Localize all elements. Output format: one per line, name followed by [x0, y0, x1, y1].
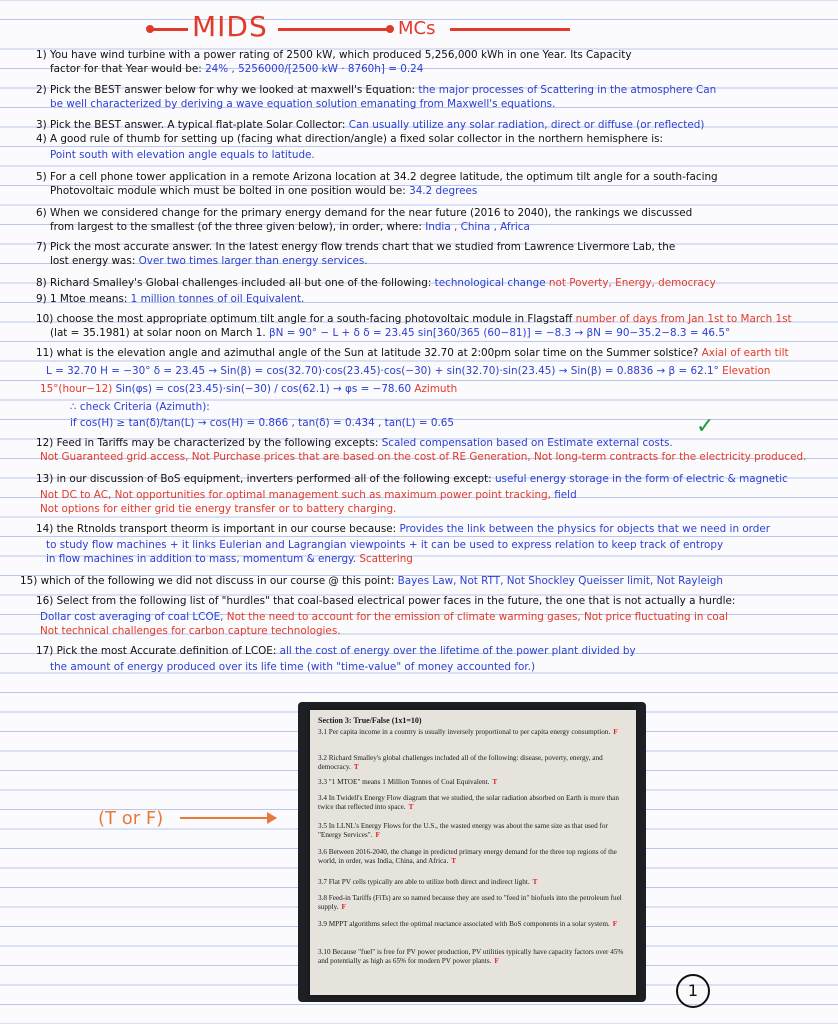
answer-text: the major processes of Scattering in the atmosphere Can: [418, 84, 717, 96]
note-line: [0, 170, 804, 184]
tf-item-answer: T: [532, 878, 538, 886]
answer-text: the amount of energy produced over its life time (with "time-value" of money accounted for.): [50, 661, 536, 673]
checkmark-icon: ✓: [696, 414, 715, 439]
note-line: [0, 538, 814, 552]
answer-text: Sin(φs) = cos(23.45)·sin(−30) / cos(62.1) → φs = −78.60: [112, 383, 412, 395]
question-text: 3) Pick the BEST answer. A typical flat-plate Solar Collector:: [36, 119, 349, 131]
annotation-text: Scattering: [356, 553, 413, 565]
question-text: 7) Pick the most accurate answer. In the latest energy flow trends chart that we studied from Lawrence Livermore Lab, the: [36, 241, 676, 253]
annotation-text: Axial of earth tilt: [698, 347, 789, 359]
tf-item: [318, 920, 624, 929]
note-line: [0, 97, 818, 111]
answer-text: Point south with elevation angle equals to latitude.: [50, 149, 315, 161]
note-line: [0, 472, 804, 486]
exam-sheet: [310, 710, 636, 995]
question-text: factor for that Year would be:: [50, 63, 206, 75]
annotation-text: number of days from Jan 1st to March 1st: [572, 313, 792, 325]
tf-item-answer: T: [408, 803, 414, 811]
answer-text: Over two times larger than energy services.: [138, 255, 368, 267]
answer-text: Provides the link between the physics for objects that we need in order: [399, 523, 771, 535]
answer-text: ∴ check Criteria (Azimuth):: [70, 401, 210, 413]
tf-item-text: 3.2 Richard Smalley's global challenges included all of the following: disease, poverty, energy, and democracy.: [318, 754, 603, 771]
answer-text: all the cost of energy over the lifetime of the power plant divided by: [279, 645, 636, 657]
answer-text: 1 million tonnes of oil Equivalent.: [130, 293, 305, 305]
tf-item: [318, 848, 624, 866]
page-number: 1: [676, 974, 710, 1008]
tf-item-text: 3.5 In LLNL's Energy Flows for the U.S., the wasted energy was about the same size as that used for "Energy Services".: [318, 822, 608, 839]
tf-item-answer: T: [451, 857, 457, 865]
tf-item-text: 3.6 Between 2016-2040, the change in predicted primary energy demand for the three top regions of the world, in order, was India, China, and Africa.: [318, 848, 617, 865]
note-line: [0, 382, 808, 396]
answer-text: if cos(H) ≥ tan(δ)/tan(L) → cos(H) = 0.866 , tan(δ) = 0.434 , tan(L) = 0.65: [70, 417, 454, 429]
tf-item-answer: F: [612, 920, 618, 928]
header-rule-mid: [278, 28, 388, 31]
question-text: 16) Select from the following list of "hurdles" that coal-based electrical power faces in the future, the one that is not actually a hurdle:: [36, 595, 736, 607]
answer-text: L = 32.70 H = −30° δ = 23.45 → Sin(β) = cos(32.70)·cos(23.45)·cos(−30) + sin(32.70)·sin(23.45) → Sin(β) = 0.8836 → β = 62.1°: [46, 365, 719, 377]
annotation-text: not Poverty, Energy, democracy: [545, 277, 716, 289]
note-line: [0, 148, 818, 162]
header-rule-left: [150, 28, 188, 31]
annotation-text: Not Guaranteed grid access, Not Purchase prices that are based on the cost of RE Generation, Not long-term contracts for the electricity produced.: [40, 451, 807, 463]
annotation-text: Not the need to account for the emission of climate warming gases, Not price fluctuating in coal: [226, 611, 729, 623]
tf-item-text: 3.3 "1 MTOE" means 1 Million Tonnes of Coal Equivalent.: [318, 778, 490, 786]
tf-item-text: 3.9 MPPT algorithms select the optimal reactance associated with BoS components in a solar system.: [318, 920, 610, 928]
note-line: [0, 292, 804, 306]
note-line: [0, 624, 808, 638]
answer-text: Scaled compensation based on Estimate external costs.: [381, 437, 673, 449]
header-dot-mid: [386, 25, 394, 33]
annotation-text: 15°(hour−12): [40, 383, 113, 395]
note-line: [0, 450, 808, 464]
note-line: [0, 240, 804, 254]
tf-item-text: 3.1 Per capita income in a country is usually inversely proportional to per capita energy consumption.: [318, 728, 611, 736]
arrow-right-icon: [180, 817, 276, 819]
note-line: [0, 276, 804, 290]
tf-item-answer: F: [341, 903, 346, 911]
answer-text: field: [550, 489, 577, 501]
annotation-text: Not technical challenges for carbon capture technologies.: [40, 625, 341, 637]
note-line: [0, 254, 818, 268]
note-line: [0, 48, 804, 62]
question-text: 15) which of the following we did not discuss in our course @ this point:: [20, 575, 398, 587]
answer-text: in flow machines in addition to mass, momentum & energy.: [46, 553, 357, 565]
annotation-text: Elevation: [718, 365, 771, 377]
note-line: [0, 400, 838, 414]
tf-item-text: 3.4 In Twidell's Energy Flow diagram that we studied, the solar radiation absorbed on Earth is more than twice that reflected into space.: [318, 794, 619, 811]
note-line: [0, 118, 804, 132]
tf-item: [318, 794, 624, 812]
note-line: [0, 326, 818, 340]
note-line: [0, 610, 808, 624]
tf-item-text: 3.10 Because "fuel" is free for PV power production, PV utilities typically have capacity factors over 45% and potentially as high as 65% for modern PV power plants.: [318, 948, 624, 965]
note-line: [0, 660, 818, 674]
note-line: [0, 220, 818, 234]
tf-item-text: 3.7 Flat PV cells typically are able to utilize both direct and indirect light.: [318, 878, 530, 886]
question-text: 5) For a cell phone tower application in a remote Arizona location at 34.2 degree latitude, the optimum tilt angle for a south-facing: [36, 171, 718, 183]
question-text: Photovoltaic module which must be bolted in one position would be:: [50, 185, 410, 197]
answer-text: Dollar cost averaging of coal LCOE,: [40, 611, 227, 623]
question-text: 6) When we considered change for the primary energy demand for the near future (2016 to 2040), the rankings we discussed: [36, 207, 693, 219]
note-line: [0, 206, 804, 220]
answer-text: useful energy storage in the form of electric & magnetic: [494, 473, 788, 485]
answer-text: Can usually utilize any solar radiation, direct or diffuse (or reflected): [348, 119, 705, 131]
tf-item: [318, 878, 624, 887]
note-line: [0, 552, 814, 566]
question-text: 13) in our discussion of BoS equipment, inverters performed all of the following except:: [36, 473, 495, 485]
tf-item-answer: F: [494, 957, 499, 965]
annotation-text: Not DC to AC, Not opportunities for optimal management such as maximum power point tracking,: [40, 489, 551, 501]
tf-item-answer: F: [375, 831, 380, 839]
tf-item-answer: F: [613, 728, 618, 736]
answer-text: to study flow machines + it links Eulerian and Lagrangian viewpoints + it can be used to express relation to keep track of entropy: [46, 539, 724, 551]
answer-text: India , China , Africa: [425, 221, 530, 233]
question-text: 14) the Rtnolds transport theorm is important in our course because:: [36, 523, 400, 535]
note-line: [0, 594, 804, 608]
note-line: [0, 132, 804, 146]
question-text: 1) You have wind turbine with a power rating of 2500 kW, which produced 5,256,000 kWh in one Year. Its Capacity: [36, 49, 632, 61]
note-line: [0, 62, 818, 76]
tf-label: (T or F): [98, 808, 164, 829]
answer-text: 34.2 degrees: [409, 185, 478, 197]
note-line: [0, 364, 814, 378]
header-rule-right: [450, 28, 570, 31]
question-text: (lat = 35.1981) at solar noon on March 1.: [50, 327, 269, 339]
annotation-text: Not options for either grid tie energy transfer or to battery charging.: [40, 503, 397, 515]
tf-item-answer: T: [492, 778, 498, 786]
question-text: lost energy was:: [50, 255, 139, 267]
question-text: 10) choose the most appropriate optimum tilt angle for a south-facing photovoltaic module in Flagstaff: [36, 313, 573, 325]
page-subtitle: MCs: [398, 18, 436, 39]
tf-item: [318, 948, 624, 966]
answer-text: 24% , 5256000/[2500 kW · 8760h] = 0.24: [205, 63, 424, 75]
tf-item: [318, 822, 624, 840]
question-text: 17) Pick the most Accurate definition of LCOE:: [36, 645, 280, 657]
note-line: [0, 83, 804, 97]
answer-text: βN = 90° − L + δ: [269, 327, 360, 339]
question-text: 2) Pick the BEST answer below for why we looked at maxwell's Equation:: [36, 84, 419, 96]
exam-section-title: Section 3: True/False (1x1=10): [318, 716, 422, 725]
tf-item: [318, 754, 624, 772]
page-header: [0, 6, 768, 46]
note-line: [0, 346, 804, 360]
tf-item: [318, 728, 624, 737]
note-line: [0, 488, 808, 502]
tf-item: [318, 778, 624, 787]
question-text: 9) 1 Mtoe means:: [36, 293, 131, 305]
tf-item-answer: T: [353, 763, 359, 771]
header-dot-left: [146, 25, 154, 33]
tf-item: [318, 894, 624, 912]
note-line: [0, 502, 808, 516]
note-line: [0, 644, 804, 658]
question-text: from largest to the smallest (of the three given below), in order, where:: [50, 221, 426, 233]
note-line: [0, 436, 804, 450]
question-text: 11) what is the elevation angle and azimuthal angle of the Sun at latitude 32.70 at 2:00pm solar time on the Summer solstice?: [36, 347, 699, 359]
page-title: MIDS: [192, 10, 268, 43]
note-line: [0, 522, 804, 536]
answer-text: be well characterized by deriving a wave equation solution emanating from Maxwell's equations.: [50, 98, 556, 110]
note-line: [0, 574, 788, 588]
question-text: 4) A good rule of thumb for setting up (facing what direction/angle) a fixed solar collector in the northern hemisphere is:: [36, 133, 663, 145]
tf-item-text: 3.8 Feed-in Tariffs (FiTs) are so named because they are used to "feed in" biofuels into the petroleum fuel supply.: [318, 894, 622, 911]
note-line: [0, 184, 818, 198]
answer-text: δ = 23.45 sin[360/365 (60−81)] = −8.3 → βN = 90−35.2−8.3 = 46.5°: [359, 327, 731, 339]
answer-text: Bayes Law, Not RTT, Not Shockley Queisser limit, Not Rayleigh: [397, 575, 723, 587]
question-text: 8) Richard Smalley's Global challenges included all but one of the following:: [36, 277, 435, 289]
question-text: 12) Feed in Tariffs may be characterized by the following excepts:: [36, 437, 382, 449]
answer-text: technological change: [434, 277, 546, 289]
annotation-text: Azimuth: [411, 383, 458, 395]
note-line: [0, 312, 804, 326]
